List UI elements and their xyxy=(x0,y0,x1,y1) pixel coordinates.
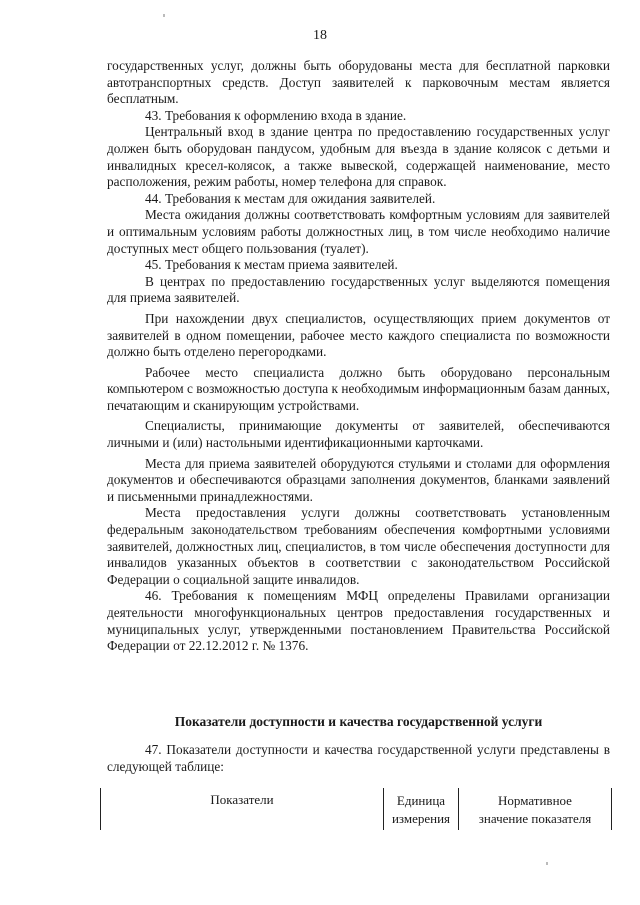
paragraph-waiting-areas: Места ожидания должны соответствовать комфортным условиям для заявителей и оптимальным условиям работы должностных лиц, в том числе необходимо наличие доступных мест общего пользования (туалет). xyxy=(107,207,610,256)
table-header-unit-line1: Единица xyxy=(396,793,446,808)
paragraph-46-mfc: 46. Требования к помещениям МФЦ определены Правилами организации деятельности многофункциональных центров предоставления государственных и муниципальных услуг, утвержденными постановлением Правительства Российской Федерации от 22.12.2012 г. № 1376. xyxy=(107,588,610,654)
scan-speck xyxy=(546,862,548,865)
table-header-indicators: Показатели xyxy=(101,788,384,830)
table-header-unit xyxy=(384,788,459,830)
section-intro xyxy=(107,742,610,775)
paragraph-comfort-requirements: Места предоставления услуги должны соответствовать установленным федеральным законодательством требованиям обеспечения комфортными условиями заявителей, должностных лиц, специалистов, в том числе обеспечения доступности для инвалидов указанных объектов в соответствии с законодательством Российской Федерации о социальной защите инвалидов. xyxy=(107,505,610,587)
paragraph-44-heading: 44. Требования к местам для ожидания заявителей. xyxy=(145,190,436,206)
page-number: 18 xyxy=(313,28,327,43)
paragraph-two-specialists: При нахождении двух специалистов, осуществляющих прием документов от заявителей в одном помещении, рабочее место каждого специалиста по возможности должно быть отделено перегородками. xyxy=(107,310,610,360)
paragraph-id-cards: Специалисты, принимающие документы от заявителей, обеспечиваются личными и (или) настольными идентификационными карточками. xyxy=(107,418,610,451)
document-body xyxy=(107,58,610,655)
paragraph-43-heading: 43. Требования к оформлению входа в здание. xyxy=(145,107,407,123)
table-header-norm-line1: Нормативное xyxy=(498,793,572,808)
paragraph-furniture: Места для приема заявителей оборудуются стульями и столами для оформления документов и обеспечиваются образцами заполнения документов, бланками заявлений и письменными принадлежностями. xyxy=(107,455,610,504)
paragraph-workplace: Рабочее место специалиста должно быть оборудовано персональным компьютером с возможностью доступа к необходимым информационным базам данных, печатающим и сканирующим устройствами. xyxy=(107,364,610,413)
paragraph-reception-rooms: В центрах по предоставлению государственных услуг выделяются помещения для приема заявителей. xyxy=(107,273,610,306)
paragraph-entrance: Центральный вход в здание центра по предоставлению государственных услуг должен быть оборудован пандусом, удобным для въезда в здание колясок с детьми и инвалидных кресел-колясок, а также вывеской, содержащей наименование, место расположения, режим работы, номер телефона для справок. xyxy=(107,124,610,190)
table-header-unit-line2: измерения xyxy=(391,811,451,826)
table-header-norm-line2: значение показателя xyxy=(478,811,592,826)
paragraph-45-heading: 45. Требования к местам приема заявителей. xyxy=(145,257,398,273)
paragraph-parking: государственных услуг, должны быть оборудованы места для бесплатной парковки автотранспортных средств. Доступ заявителей к парковочным местам является бесплатным. xyxy=(107,58,610,107)
section-heading: Показатели доступности и качества государственной услуги xyxy=(174,714,543,729)
paragraph-47: 47. Показатели доступности и качества государственной услуги представлены в следующей таблице: xyxy=(107,742,610,774)
scan-speck xyxy=(163,14,165,17)
table-header-norm xyxy=(459,788,611,830)
indicators-table-header xyxy=(100,788,612,830)
